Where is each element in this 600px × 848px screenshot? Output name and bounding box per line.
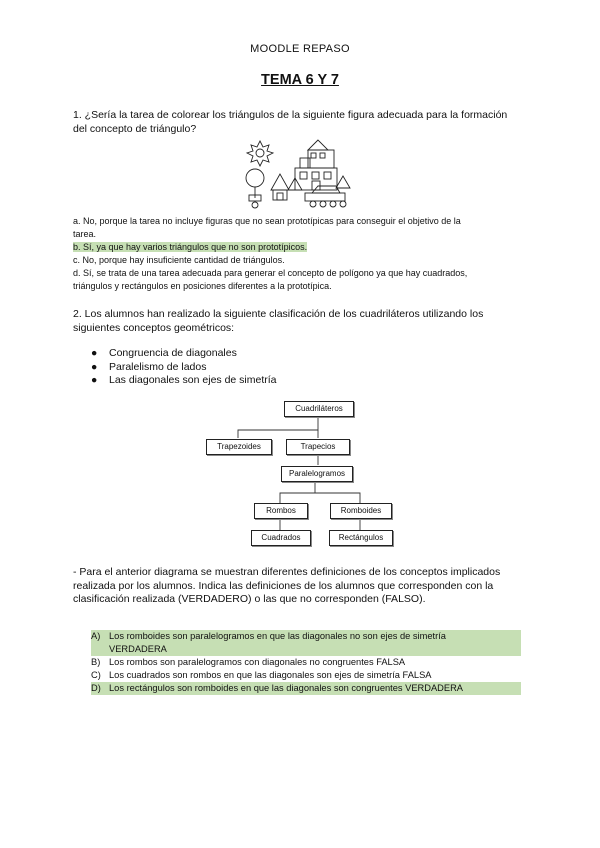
node-rombos: Rombos	[254, 503, 308, 519]
node-trapezoides: Trapezoides	[206, 439, 272, 455]
answer-c-line1: Los cuadrados son rombos en que las diagonales son ejes de simetría FALSA	[109, 670, 432, 680]
right-triangle-shape	[336, 176, 350, 188]
node-rectangulos: Rectángulos	[329, 530, 393, 546]
concept-list	[91, 347, 491, 388]
tree-icon	[246, 169, 264, 208]
question-2-text	[73, 308, 553, 335]
answer-c-letter: C)	[91, 670, 101, 680]
option-c[interactable]	[73, 254, 553, 267]
list-item: ● Paralelismo de lados	[91, 360, 207, 373]
option-b[interactable]	[73, 241, 553, 254]
option-a-line2: tarea.	[73, 229, 97, 239]
option-a-line1: a. No, porque la tarea no incluye figuras que no sean prototípicas para conseguir el objetivo de la	[73, 216, 461, 226]
instructions-line3: clasificación realizada (VERDADERO) o las que no corresponden (FALSO).	[73, 593, 426, 605]
option-a[interactable]	[73, 215, 553, 241]
option-c-text: c. No, porque hay insuficiente cantidad de triángulos.	[73, 255, 285, 265]
shapes-figure	[240, 138, 360, 210]
instructions-line1: - Para el anterior diagrama se muestran diferentes definiciones de los conceptos implicados	[73, 566, 501, 578]
answer-a-line2: VERDADERA	[109, 644, 167, 654]
classification-diagram	[198, 397, 398, 552]
list-item: ● Las diagonales son ejes de simetría	[91, 374, 277, 386]
node-romboides: Romboides	[330, 503, 392, 519]
answer-d-line1: Los rectángulos son romboides en que las diagonales son congruentes VERDADERA	[109, 683, 464, 693]
question-1-text	[73, 109, 553, 136]
question-2-line1: 2. Los alumnos han realizado la siguiente clasificación de los cuadriláteros utilizando los	[73, 308, 484, 320]
page-header: MOODLE REPASO	[250, 43, 350, 55]
instructions-line2: realizada por los alumnos. Indica las definiciones de los alumnos que corresponden con la	[73, 579, 494, 592]
vehicle-icon	[305, 186, 346, 207]
answer-b[interactable]	[91, 656, 521, 669]
option-d-line1: d. Sí, se trata de una tarea adecuada para generar el concepto de polígono ya que hay cuadrados,	[73, 268, 468, 278]
answer-a-letter: A)	[91, 631, 101, 641]
option-b-text: b. Sí, ya que hay varios triángulos que no son prototípicos.	[73, 242, 308, 252]
option-d-line2: triángulos y rectángulos en posiciones diferentes a la prototípica.	[73, 281, 332, 291]
node-cuadrilateros: Cuadriláteros	[284, 401, 354, 417]
sun-icon	[247, 141, 273, 166]
list-item: ● Congruencia de diagonales	[91, 347, 237, 359]
question-2-line2: siguientes conceptos geométricos:	[73, 321, 235, 334]
answer-a-line1: Los romboides son paralelogramos en que las diagonales no son ejes de simetría	[109, 631, 446, 641]
answer-d-letter: D)	[91, 683, 101, 693]
question-2-instructions	[73, 566, 553, 607]
answer-list	[91, 630, 521, 695]
answer-b-letter: B)	[91, 657, 101, 667]
question-1-line2: del concepto de triángulo?	[73, 122, 197, 135]
question-1-options	[73, 215, 553, 293]
option-d[interactable]	[73, 267, 553, 293]
building-icon	[295, 140, 337, 190]
answer-b-line1: Los rombos son paralelogramos con diagonales no congruentes FALSA	[109, 657, 406, 667]
answer-c[interactable]	[91, 669, 521, 682]
node-cuadrados: Cuadrados	[251, 530, 311, 546]
small-house-icon	[271, 174, 289, 200]
node-paralelogramos: Paralelogramos	[281, 466, 353, 482]
page-title: TEMA 6 Y 7	[261, 72, 339, 88]
answer-a[interactable]	[91, 630, 521, 656]
question-1-line1: 1. ¿Sería la tarea de colorear los triángulos de la siguiente figura adecuada para la formación	[73, 109, 508, 121]
node-trapecios: Trapecios	[286, 439, 350, 455]
answer-d[interactable]	[91, 682, 521, 695]
